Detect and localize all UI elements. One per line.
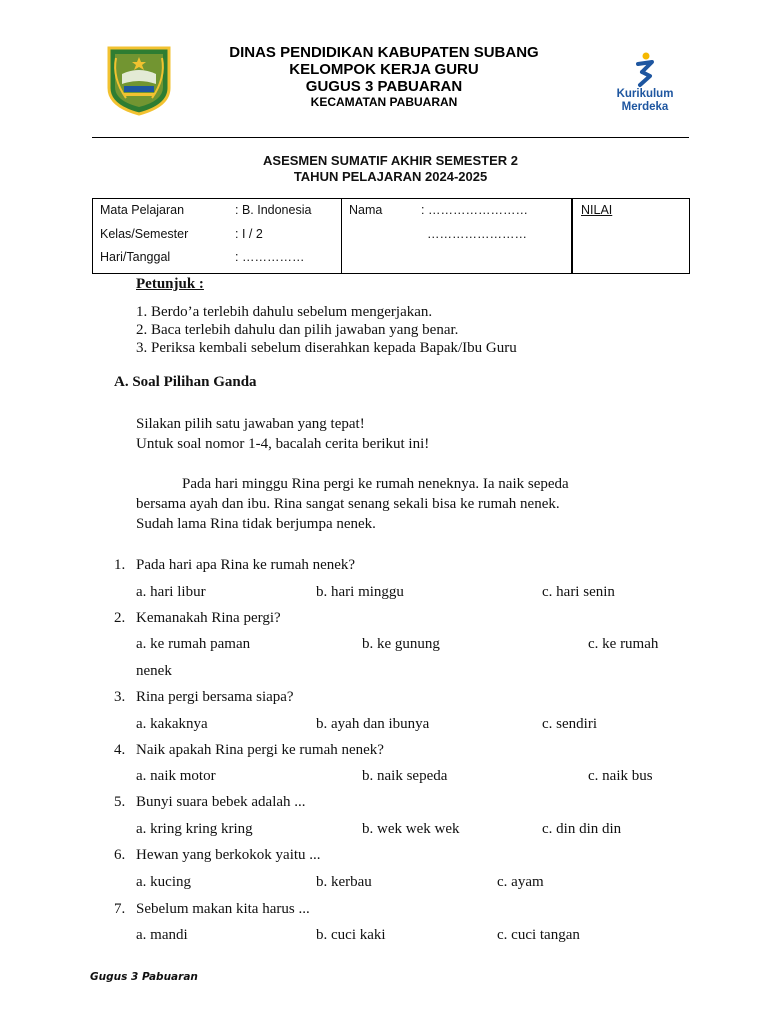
question-6-text: Hewan yang berkokok yaitu ... [136,847,321,863]
question-5-number: 5. [114,794,126,810]
exam-title: ASESMEN SUMATIF AKHIR SEMESTER 2 [263,153,518,168]
class-value: : I / 2 [235,227,263,241]
question-4-option-b: b. naik sepeda [362,768,448,784]
question-6-number: 6. [114,847,126,863]
header-divider [92,137,689,138]
info-box-left [92,198,342,274]
question-1-option-a: a. hari libur [136,584,206,600]
date-label: Hari/Tanggal [100,250,171,264]
question-7-number: 7. [114,901,126,917]
story-line: Pada hari minggu Rina pergi ke rumah neneknya. Ia naik sepeda [182,476,569,492]
question-6-option-b: b. kerbau [316,874,372,890]
header-block [170,44,598,110]
class-label: Kelas/Semester [100,227,189,241]
km-text-line-2: Merdeka [621,101,669,113]
question-4-option-a: a. naik motor [136,768,216,784]
question-1-number: 1. [114,557,126,573]
question-7-option-a: a. mandi [136,927,188,943]
date-value: : …………… [235,250,305,264]
question-2-option-b: b. ke gunung [362,636,440,652]
subject-label: Mata Pelajaran [100,203,185,217]
question-5-option-b: b. wek wek wek [362,821,460,837]
question-1-option-c: c. hari senin [542,584,615,600]
question-2-option-a: a. ke rumah paman [136,636,251,652]
question-7-text: Sebelum makan kita harus ... [136,901,310,917]
question-2-number: 2. [114,610,126,626]
kurikulum-merdeka-text [609,88,681,114]
name-value: : …………………… [421,203,528,217]
question-6-option-c: c. ayam [497,874,544,890]
name-label: Nama [349,203,383,217]
question-4-number: 4. [114,742,126,758]
question-3-option-b: b. ayah dan ibunya [316,716,430,732]
question-2-option-c-continued: nenek [136,663,172,679]
subject-value: : B. Indonesia [235,203,312,217]
info-box-score [572,198,690,274]
question-5-option-c: c. din din din [542,821,622,837]
question-3-number: 3. [114,689,126,705]
instruction-item: 1. Berdo’a terlebih dahulu sebelum mengerjakan. [136,304,433,320]
section-a-intro-1: Silakan pilih satu jawaban yang tepat! [136,416,365,432]
question-3-text: Rina pergi bersama siapa? [136,689,294,705]
exam-year: TAHUN PELAJARAN 2024-2025 [293,169,488,184]
question-7-option-c: c. cuci tangan [497,927,580,943]
subang-emblem-logo [106,44,172,116]
instruction-item: 3. Periksa kembali sebelum diserahkan kepada Bapak/Ibu Guru [136,340,517,356]
instructions-heading: Petunjuk : [136,276,204,292]
question-2-text: Kemanakah Rina pergi? [136,610,281,626]
km-text-line-1: Kurikulum [616,88,674,100]
question-1-text: Pada hari apa Rina ke rumah nenek? [136,557,356,573]
story-line: Sudah lama Rina tidak berjumpa nenek. [136,516,376,532]
question-6-option-a: a. kucing [136,874,191,890]
question-5-option-a: a. kring kring kring [136,821,253,837]
header-line-4: KECAMATAN PABUARAN [310,95,458,109]
info-box-name [339,198,572,274]
score-label: NILAI [581,203,613,217]
instruction-item: 2. Baca terlebih dahulu dan pilih jawaban yang benar. [136,322,459,338]
question-3-option-a: a. kakaknya [136,716,208,732]
story-line: bersama ayah dan ibu. Rina sangat senang sekali bisa ke rumah nenek. [136,496,560,512]
question-4-option-c: c. naik bus [588,768,653,784]
question-1-option-b: b. hari minggu [316,584,404,600]
question-7-option-b: b. cuci kaki [316,927,386,943]
header-line-2: KELOMPOK KERJA GURU [289,61,479,78]
page-footer: Gugus 3 Pabuaran [90,971,198,983]
question-2-option-c: c. ke rumah [588,636,659,652]
question-4-text: Naik apakah Rina pergi ke rumah nenek? [136,742,384,758]
header-line-3: GUGUS 3 PABUARAN [305,78,463,95]
question-5-text: Bunyi suara bebek adalah ... [136,794,306,810]
question-3-option-c: c. sendiri [542,716,597,732]
section-a-heading: A. Soal Pilihan Ganda [114,374,257,390]
name-value-2: …………………… [427,227,527,241]
section-a-intro-2: Untuk soal nomor 1-4, bacalah cerita berikut ini! [136,436,430,452]
header-line-1: DINAS PENDIDIKAN KABUPATEN SUBANG [229,44,539,61]
